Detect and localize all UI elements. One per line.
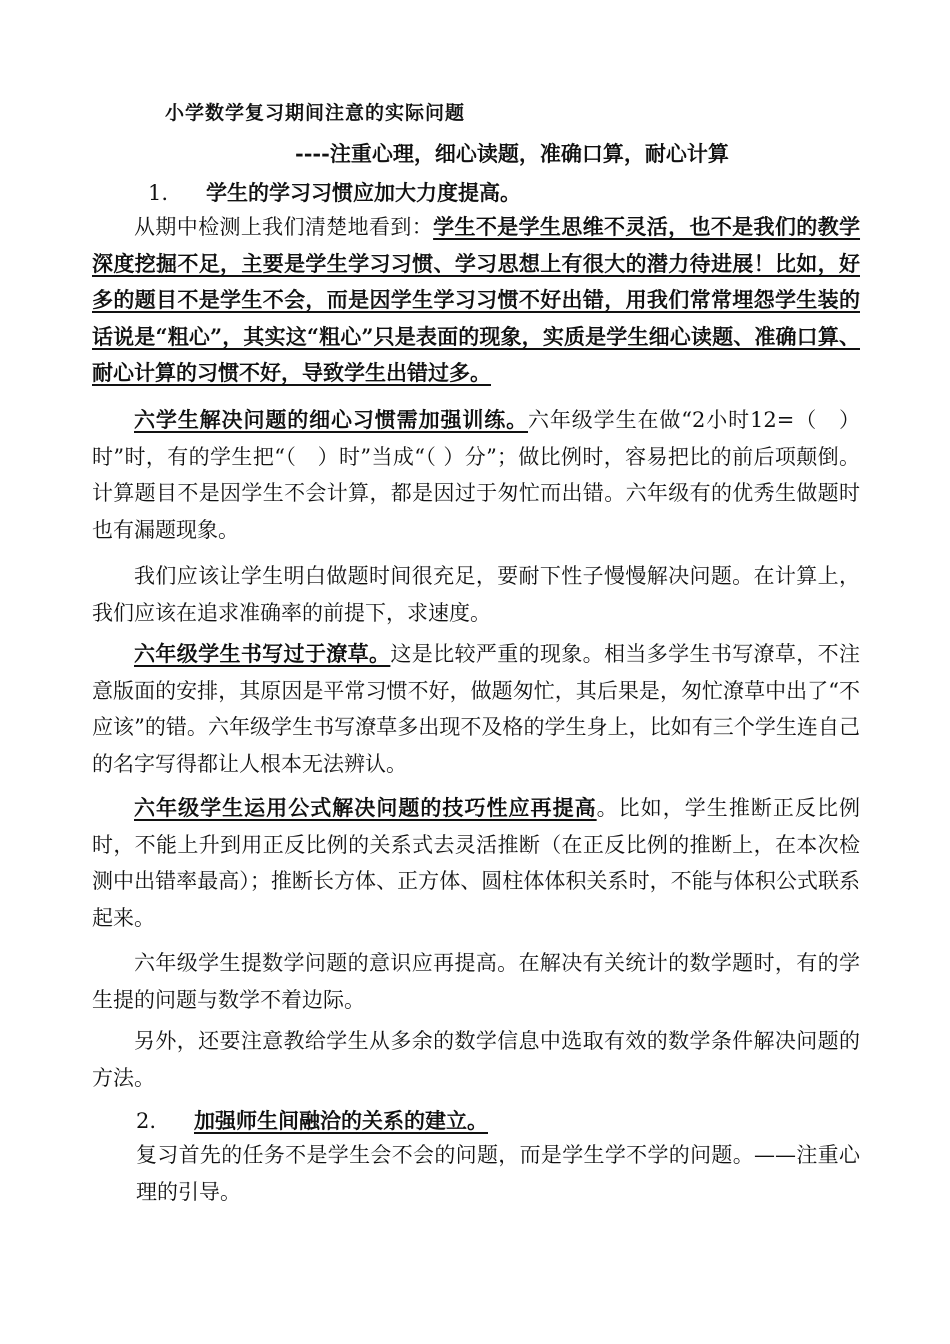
paragraph-2-emphasis: 六学生解决问题的细心习惯需加强训练。 [134,407,529,432]
paragraph-6 [92,945,860,1018]
paragraph-5-text: 。比如，学生推断正反比例时，不能上升到用正反比例的关系式去灵活推断（在正反比例的推断上，在本次检测中出错率最高）；推断长方体、正方体、圆柱体体积关系时，不能与体积公式联系起来。 [92,796,860,930]
paragraph-4 [92,636,860,782]
paragraph-6-text: 六年级学生提数学问题的意识应再提高。在解决有关统计的数学题时，有的学生提的问题与数学不着边际。 [92,951,860,1012]
section-2-heading [136,1105,488,1135]
section-1-number: 1. [148,181,169,205]
section-2-number: 2. [136,1109,157,1133]
paragraph-3-text: 我们应该让学生明白做题时间很充足，要耐下性子慢慢解决问题。在计算上，我们应该在追求准确率的前提下，求速度。 [92,564,860,625]
document-title: 小学数学复习期间注意的实际问题 [165,102,466,124]
paragraph-7-text: 另外，还要注意教给学生从多余的数学信息中选取有效的数学条件解决问题的方法。 [92,1029,860,1090]
paragraph-4-emphasis: 六年级学生书写过于潦草。 [134,641,391,666]
paragraph-2-text: 六年级学生在做“2小时12=（ ）时”时，有的学生把“（ ）时”当成“（ ）分”；做比例时，容易把比的前后项颠倒。计算题目不是因学生不会计算，都是因过于匆忙而出错。六年级有的优秀生做题时也有漏题现象。 [92,408,860,542]
section-1-title: 学生的学习习惯应加大力度提高。 [206,180,521,205]
paragraph-8-text: 复习首先的任务不是学生会不会的问题，而是学生学不学的问题。——注重心理的引导。 [136,1143,860,1204]
paragraph-5 [92,790,860,936]
paragraph-5-emphasis: 六年级学生运用公式解决问题的技巧性应再提高 [134,795,597,820]
paragraph-8 [136,1137,860,1210]
paragraph-1-emphasis: 学生不是学生思维不灵活，也不是我们的教学深度挖掘不足，主要是学生学习习惯、学习思想上有很大的潜力待进展！比如，好多的题目不是学生不会，而是因学生学习习惯不好出错，用我们常常埋怨学生装的话说是“粗心”，其实这“粗心”只是表面的现象，实质是学生细心读题、准确口算、耐心计算的习惯不好，导致学生出错过多。 [92,214,861,385]
paragraph-1 [92,209,860,392]
section-1-heading [148,177,521,207]
paragraph-7 [92,1023,860,1096]
paragraph-3 [92,558,860,631]
section-2-title: 加强师生间融洽的关系的建立。 [194,1108,488,1133]
paragraph-2 [92,402,860,548]
paragraph-1-lead: 从期中检测上我们清楚地看到： [134,215,434,239]
document-subtitle: ----注重心理，细心读题，准确口算，耐心计算 [295,141,729,166]
paragraph-4-text: 这是比较严重的现象。相当多学生书写潦草，不注意版面的安排，其原因是平常习惯不好，做题匆忙，其后果是，匆忙潦草中出了“不应该”的错。六年级学生书写潦草多出现不及格的学生身上，比如有三个学生连自己的名字写得都让人根本无法辨认。 [92,642,861,776]
